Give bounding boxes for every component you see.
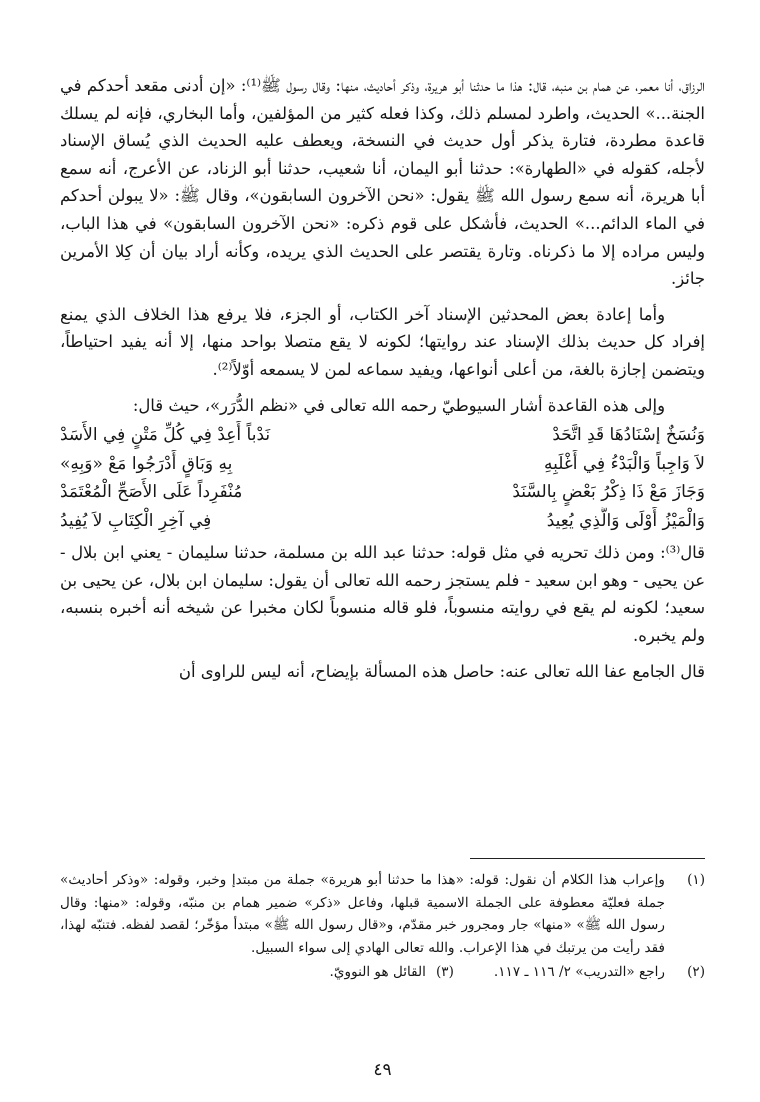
poem-verses xyxy=(60,421,705,535)
paragraph-4: قال⁽³⁾: ومن ذلك تحريه في مثل قوله: حدثنا عبد الله بن مسلمة، حدثنا سليمان - يعني ابن بلال - عن يحيى - وهو ابن سعيد - فلم يستجز رحمه الله تعالى أن يقول: سليمان ابن بلال، عن يحيى بن سعيد؛ لكونه لم يقع في روايته منسوباً، فلو قاله منسوباً لكان مخبرا عن شيخه أنه أخبره بنسبه، ولم يخبره. xyxy=(60,543,705,645)
book-page xyxy=(60,72,705,1082)
footnote-1 xyxy=(60,869,705,959)
page-number: ٤٩ xyxy=(373,1060,392,1080)
verse-1-second-hemistich: نَدْباً أَعِدْ فِي كُلِّ مَتْنٍ فِي الأَسَدْ xyxy=(60,425,271,446)
paragraph-2: وأما إعادة بعض المحدثين الإسناد آخر الكتاب، أو الجزء، فلا يرفع هذا الخلاف الذي يمنع إفراد كل حديث بذلك الإسناد عند روايتها؛ لكونه لا يقع متصلا بواحد منها، إلا أنه يفيد احتياطاً، ويتضمن إجازة بالغة، من أعلى أنواعها، ويفيد سماعه لمن لا يسمعه أوّلاً⁽²⁾. xyxy=(60,304,705,379)
footnote-1-text: وإعراب هذا الكلام أن نقول: قوله: «هذا ما حدثنا أبو هريرة» جملة من مبتدإ وخبر، وقوله: «وذكر أحاديث» جملة فعليّة معطوفة على الجملة الاسمية قبلها، وفاعل «ذكر» ضمير همام بن منبّه، وقوله: «منها: وقال رسول الله ﷺ» «منها» جار ومجرور خبر مقدّم، و«قال رسول الله ﷺ» مبتدأ مؤخّر؛ لقصد لفظه. فتنبّه لهذا، فقد رأيت من يرتبك في هذا الإعراب. والله تعالى الهادي إلى سواء السبيل. xyxy=(60,872,665,956)
verse-2-first-hemistich: لاَ وَاجِباً وَالْبَدْءُ فِي أَغْلَبِهِ xyxy=(543,453,705,474)
verse-line-1 xyxy=(60,421,705,450)
verse-1-first-hemistich: وَنُسَخٌ إسْنَادُهَا قَدِ اتَّحَدْ xyxy=(552,425,705,446)
footnote-3-text: القائل هو النوويّ. xyxy=(329,964,426,980)
paragraph-3: وإلى هذه القاعدة أشار السيوطيّ رحمه الله تعالى في «نظم الدُّرَر»، حيث قال: xyxy=(132,395,665,415)
footnote-separator xyxy=(470,858,705,859)
verse-line-2 xyxy=(60,450,705,479)
footnote-2-number: (٢) xyxy=(687,964,705,980)
footnote-2-text: راجع «التدريب» ٢/ ١١٦ ـ ١١٧. xyxy=(493,964,665,980)
footnote-1-number: (١) xyxy=(687,872,705,888)
footnotes xyxy=(60,869,705,986)
paragraph-5: قال الجامع عفا الله تعالى عنه: حاصل هذه المسألة بإيضاح، أنه ليس للراوى أن xyxy=(178,661,705,681)
paragraph-1: الرزاق، أنا معمر، عن همام بن منبه، قال: هذا ما حدثنا أبو هريرة، وذكر أحاديث، منها: وقال رسول ﷺ⁽¹⁾: «إن أدنى مقعد أحدكم في الجنة...» الحديث، واطرد لمسلم ذلك، وكذا فعله كثير من المؤلفين، وأما البخاري، فإنه لم يسلك قاعدة مطردة، فتارة يذكر أول حديث في النسخة، ويعطف عليه الحديث الذي يُساق الإسناد لأجله، كقوله في «الطهارة»: حدثنا أبو اليمان، أنا شعيب، حدثنا أبو الزناد، عن الأعرج، أنه سمع أبا هريرة، أنه سمع رسول الله ﷺ يقول: «نحن الآخرون السابقون»، وقال ﷺ: «لا يبولن أحدكم في الماء الدائم...» الحديث، فأشكل على قوم ذكره: «نحن الآخرون السابقون» في هذا الباب، وليس مراده إلا ما ذكرناه. وتارة يقتصر على الحديث الذي يريده، وكأنه أراد بيان أن كِلا الأمرين جائز. xyxy=(60,76,705,289)
verse-line-4 xyxy=(60,507,705,536)
footnote-2-3-line xyxy=(60,961,705,984)
main-text xyxy=(60,72,705,685)
verse-line-3 xyxy=(60,478,705,507)
verse-3-second-hemistich: مُنْفَرِداً عَلَى الأَصَحِّ الْمُعْتَمَدْ xyxy=(60,482,243,503)
verse-4-second-hemistich: فِي آخِرِ الْكِتَابِ لاَ يُفِيدُ xyxy=(60,510,212,531)
verse-3-first-hemistich: وَجَازَ مَعْ ذَا ذِكْرُ بَعْضٍ بِالسَّنَدْ xyxy=(512,482,705,503)
verse-2-second-hemistich: بِهِ وَبَاقٍ أَدْرَجُوا مَعْ «وَبِهِ» xyxy=(60,453,233,474)
footnote-3-number: (٣) xyxy=(435,964,454,980)
verse-4-first-hemistich: وَالْمَيْزُ أَوْلَى وَالَّذِي يُعِيدُ xyxy=(546,510,705,531)
